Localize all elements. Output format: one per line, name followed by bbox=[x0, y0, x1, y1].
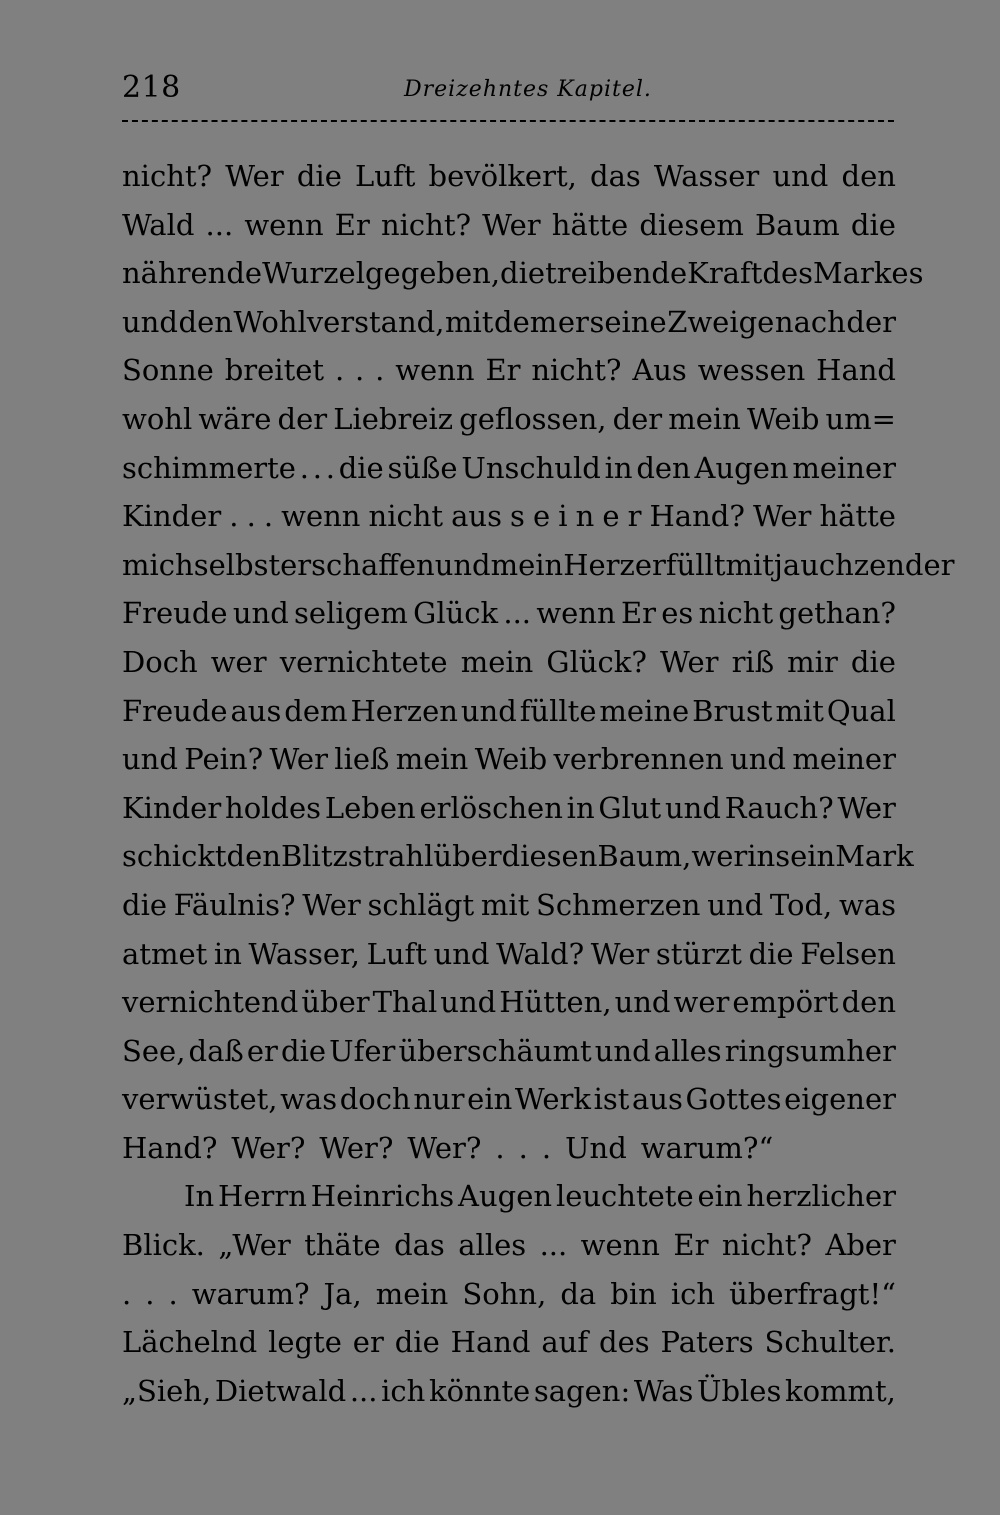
word: den bbox=[636, 450, 691, 485]
word: Glut bbox=[598, 790, 662, 825]
word: legte bbox=[268, 1325, 342, 1360]
word: Wer bbox=[269, 742, 328, 777]
word: sein bbox=[775, 839, 836, 874]
text-line bbox=[122, 881, 896, 930]
word: Pein? bbox=[184, 742, 264, 777]
word: Herz bbox=[563, 547, 635, 582]
word: Übles bbox=[697, 1373, 782, 1408]
word: wer bbox=[673, 985, 730, 1020]
word: ... bbox=[205, 207, 234, 242]
word: diesen bbox=[501, 839, 598, 874]
text-line bbox=[122, 1075, 896, 1124]
word: Wasser bbox=[653, 159, 760, 193]
text-line bbox=[122, 395, 896, 444]
word: meiner bbox=[792, 450, 896, 485]
word: erschaffen bbox=[280, 547, 435, 582]
word: . bbox=[312, 450, 322, 485]
word: bevölkert, bbox=[428, 159, 577, 193]
word: Fäulnis? bbox=[173, 887, 296, 922]
word: mit bbox=[775, 693, 824, 728]
text-line bbox=[122, 1124, 896, 1173]
word: füllte bbox=[519, 693, 597, 728]
word: Wald bbox=[122, 207, 195, 242]
word: meiner bbox=[792, 742, 896, 777]
word: thäte bbox=[304, 1228, 381, 1263]
word: Dietwald bbox=[214, 1373, 347, 1408]
text-line bbox=[122, 1367, 896, 1416]
word: . bbox=[375, 353, 385, 388]
word: den bbox=[178, 304, 233, 339]
word: leuchtete bbox=[555, 1179, 694, 1214]
word: alles bbox=[653, 1033, 722, 1068]
word: die bbox=[748, 936, 794, 971]
word: was bbox=[280, 1082, 338, 1117]
word: und bbox=[594, 1033, 651, 1068]
word: nach bbox=[774, 304, 846, 339]
word: Hand bbox=[450, 1325, 531, 1360]
text-line bbox=[122, 687, 896, 736]
word: nicht? bbox=[122, 159, 213, 193]
word: nicht? bbox=[380, 207, 472, 242]
word: der bbox=[612, 401, 663, 436]
word: . bbox=[518, 1130, 528, 1165]
body-text bbox=[122, 152, 955, 1415]
word: alles bbox=[458, 1228, 527, 1263]
word: Was bbox=[633, 1373, 694, 1408]
word: Hand? bbox=[649, 499, 745, 534]
word: selbst bbox=[193, 547, 281, 582]
word: Gottes bbox=[685, 1082, 782, 1117]
word: nicht? bbox=[721, 1228, 812, 1263]
word: Wasser, bbox=[248, 936, 360, 971]
text-line bbox=[122, 784, 896, 833]
word: wohl bbox=[122, 401, 193, 436]
word: Glück bbox=[413, 596, 499, 631]
word: Blick. bbox=[122, 1228, 205, 1263]
word: Er bbox=[485, 353, 521, 388]
word: Hand? bbox=[122, 1130, 218, 1165]
word: e bbox=[602, 499, 620, 534]
word: Wer bbox=[660, 644, 719, 679]
word: und bbox=[440, 985, 497, 1020]
text-line bbox=[122, 978, 896, 1027]
word: Heinrichs bbox=[310, 1179, 455, 1214]
text-line bbox=[122, 492, 896, 541]
word: n bbox=[575, 499, 595, 534]
word: doch bbox=[339, 1082, 411, 1117]
word: wenn bbox=[580, 1228, 660, 1263]
word: Zweige bbox=[667, 304, 775, 339]
word: die bbox=[850, 644, 896, 679]
text-line bbox=[122, 735, 896, 784]
word: herzlicher bbox=[746, 1179, 896, 1214]
word: und bbox=[665, 790, 721, 825]
page-number: 218 bbox=[122, 70, 181, 105]
text-line bbox=[122, 298, 896, 347]
text-line bbox=[122, 930, 896, 979]
word: Er bbox=[334, 207, 370, 242]
word: Weib bbox=[474, 742, 548, 777]
word: wer bbox=[691, 839, 748, 874]
word: Werk bbox=[514, 1082, 591, 1117]
word: die bbox=[394, 1325, 440, 1360]
word: holdes bbox=[225, 790, 322, 825]
word: Wer? bbox=[231, 1130, 306, 1165]
text-line bbox=[122, 589, 896, 638]
word: Tod, bbox=[769, 887, 833, 922]
word: r bbox=[627, 499, 642, 534]
word: eigener bbox=[784, 1082, 896, 1117]
word: die bbox=[122, 887, 168, 922]
word: . bbox=[299, 450, 309, 485]
word: Markes bbox=[812, 256, 924, 291]
word: nicht bbox=[368, 499, 444, 534]
word: und bbox=[460, 693, 517, 728]
word: süße bbox=[387, 450, 458, 485]
word: Freude bbox=[122, 693, 228, 728]
word: Glück? bbox=[546, 644, 647, 679]
word: Doch bbox=[122, 644, 198, 679]
word: Liebreiz bbox=[333, 401, 454, 436]
word: In bbox=[184, 1179, 215, 1214]
word: könnte bbox=[429, 1373, 531, 1408]
word: und bbox=[614, 985, 671, 1020]
word: treibende bbox=[545, 256, 688, 291]
word: Paters bbox=[660, 1325, 754, 1360]
word: Wald? bbox=[496, 936, 585, 971]
word: Luft bbox=[355, 159, 416, 193]
word: mit bbox=[725, 547, 774, 582]
word: seligem bbox=[294, 596, 408, 631]
word: Herzen bbox=[350, 693, 458, 728]
word: i bbox=[558, 499, 568, 534]
word: wer bbox=[210, 644, 267, 679]
word: nicht? bbox=[531, 353, 622, 388]
word: Luft bbox=[366, 936, 427, 971]
word: Lächelnd bbox=[122, 1325, 258, 1360]
word: Wer bbox=[225, 159, 284, 193]
word: gethan? bbox=[778, 596, 896, 631]
word: auf bbox=[541, 1325, 589, 1360]
word: Thal bbox=[372, 985, 438, 1020]
word: gegeben, bbox=[364, 256, 501, 291]
word: . bbox=[229, 499, 239, 534]
word: das bbox=[394, 1228, 445, 1263]
text-line bbox=[122, 1172, 896, 1221]
word: diesem bbox=[639, 207, 744, 242]
word: nicht bbox=[698, 596, 774, 631]
word: s bbox=[510, 499, 525, 534]
word: des bbox=[599, 1325, 650, 1360]
word: über bbox=[433, 839, 502, 874]
word: Unschuld bbox=[461, 450, 601, 485]
word: . bbox=[122, 1276, 132, 1311]
word: bin bbox=[610, 1276, 657, 1311]
word: hätte bbox=[551, 207, 629, 242]
word: wenn bbox=[536, 596, 616, 631]
word: Er bbox=[620, 596, 656, 631]
word: sagen: bbox=[533, 1373, 631, 1408]
word: Baum bbox=[755, 207, 840, 242]
running-title: Dreizehntes Kapitel. bbox=[404, 77, 652, 102]
word: . bbox=[263, 499, 274, 534]
word: . bbox=[246, 499, 256, 534]
word: des bbox=[762, 256, 813, 291]
word: und bbox=[232, 596, 289, 631]
word: in bbox=[213, 936, 242, 971]
text-line bbox=[122, 201, 896, 250]
word: aus bbox=[632, 1082, 683, 1117]
text-line bbox=[122, 1270, 896, 1319]
word: Felsen bbox=[800, 936, 896, 971]
word: aus bbox=[230, 693, 282, 728]
text-line bbox=[122, 444, 896, 493]
word: überschäumt bbox=[398, 1033, 592, 1068]
word: ... bbox=[349, 1373, 378, 1408]
word: ... bbox=[503, 596, 532, 631]
page-header bbox=[122, 66, 894, 110]
text-line bbox=[122, 1221, 896, 1270]
word: riß bbox=[731, 644, 775, 679]
word: und bbox=[433, 936, 490, 971]
word: Qual bbox=[826, 693, 896, 728]
word: ließ bbox=[334, 742, 390, 777]
word: und bbox=[122, 304, 178, 339]
word: und bbox=[122, 742, 178, 777]
word: Sonne bbox=[122, 353, 214, 388]
text-line bbox=[122, 346, 896, 395]
word: . bbox=[168, 1276, 178, 1311]
word: nährende bbox=[122, 256, 263, 291]
word: er bbox=[557, 304, 589, 339]
word: warum?“ bbox=[640, 1130, 774, 1165]
word: ... bbox=[539, 1228, 568, 1263]
word: dem bbox=[494, 304, 558, 339]
text-line bbox=[122, 152, 896, 201]
word: in bbox=[604, 450, 633, 485]
word: e bbox=[533, 499, 551, 534]
word: Schulter. bbox=[764, 1325, 896, 1360]
text-line bbox=[122, 249, 924, 298]
word: wenn bbox=[395, 353, 475, 388]
word: Blitzstrahl bbox=[280, 839, 434, 874]
word: Hütten, bbox=[499, 985, 612, 1020]
word: es bbox=[661, 596, 694, 631]
word: Wer bbox=[590, 936, 650, 971]
word: er bbox=[246, 1033, 278, 1068]
word: geflossen, bbox=[459, 401, 607, 436]
word: er bbox=[352, 1325, 384, 1360]
word: mein bbox=[375, 1276, 449, 1311]
word: über bbox=[301, 985, 370, 1020]
word: vernichtete bbox=[279, 644, 448, 679]
word: überfragt!“ bbox=[729, 1276, 896, 1311]
word: und bbox=[434, 547, 491, 582]
word: . bbox=[325, 450, 335, 485]
word: atmet bbox=[122, 936, 208, 971]
word: mein bbox=[490, 547, 564, 582]
word: Leben bbox=[324, 790, 416, 825]
word: wenn bbox=[281, 499, 361, 534]
word: schickt bbox=[122, 839, 227, 874]
text-line bbox=[122, 832, 914, 881]
word: um= bbox=[825, 401, 896, 436]
word: Und bbox=[565, 1130, 627, 1165]
word: Wer bbox=[482, 207, 541, 242]
word: Hand bbox=[816, 353, 896, 388]
word: . bbox=[495, 1130, 505, 1165]
word: ein bbox=[697, 1179, 743, 1214]
text-line bbox=[122, 1027, 896, 1076]
word: die bbox=[850, 207, 896, 242]
word: aus bbox=[451, 499, 502, 534]
word: kommt, bbox=[785, 1373, 896, 1408]
word: Wohlverstand, bbox=[233, 304, 445, 339]
word: Augen bbox=[458, 1179, 553, 1214]
word: und bbox=[772, 159, 829, 193]
word: mein bbox=[668, 401, 741, 436]
word: vernichtend bbox=[122, 985, 299, 1020]
word: ringsumher bbox=[724, 1033, 896, 1068]
word: hätte bbox=[819, 499, 896, 534]
word: mein bbox=[395, 742, 469, 777]
word: Freude bbox=[122, 596, 228, 631]
word: da bbox=[560, 1276, 597, 1311]
word: mit bbox=[480, 887, 530, 922]
word: Aus bbox=[632, 353, 687, 388]
word: mit bbox=[445, 304, 494, 339]
word: See, bbox=[122, 1033, 186, 1068]
word: daß bbox=[188, 1033, 244, 1068]
word: nur bbox=[413, 1082, 465, 1117]
word: stürzt bbox=[655, 936, 742, 971]
word: Schmerzen bbox=[536, 887, 701, 922]
word: Wurzel bbox=[262, 256, 365, 291]
word: warum? bbox=[191, 1276, 310, 1311]
word: die bbox=[338, 450, 384, 485]
word: Baum, bbox=[597, 839, 692, 874]
word: Aber bbox=[825, 1228, 896, 1263]
word: meine bbox=[599, 693, 690, 728]
word: den bbox=[841, 159, 896, 193]
word: Er bbox=[673, 1228, 709, 1263]
word: jauchzender bbox=[773, 547, 955, 582]
word: ich bbox=[381, 1373, 426, 1408]
word: verwüstet, bbox=[122, 1082, 278, 1117]
word: die bbox=[500, 256, 546, 291]
word: ich bbox=[670, 1276, 716, 1311]
text-line bbox=[122, 638, 896, 687]
word: seine bbox=[589, 304, 667, 339]
word: den bbox=[226, 839, 281, 874]
word: Ufer bbox=[329, 1033, 396, 1068]
word: schimmerte bbox=[122, 450, 296, 485]
word: und bbox=[730, 742, 786, 777]
word: . bbox=[145, 1276, 155, 1311]
word: erlöschen bbox=[419, 790, 563, 825]
word: „Sieh, bbox=[122, 1373, 212, 1408]
word: Herrn bbox=[218, 1179, 307, 1214]
word: „Wer bbox=[218, 1228, 291, 1263]
word: die bbox=[281, 1033, 327, 1068]
header-rule bbox=[122, 120, 894, 122]
word: das bbox=[590, 159, 641, 193]
word: verbrennen bbox=[553, 742, 724, 777]
word: ein bbox=[467, 1082, 513, 1117]
word: mein bbox=[460, 644, 534, 679]
word: empört bbox=[732, 985, 839, 1020]
word: . bbox=[334, 353, 345, 388]
word: dem bbox=[284, 693, 348, 728]
word: Kinder bbox=[122, 499, 222, 534]
word: Wer? bbox=[319, 1130, 394, 1165]
word: schlägt bbox=[367, 887, 475, 922]
word: mich bbox=[122, 547, 194, 582]
word: den bbox=[841, 985, 896, 1020]
word: Augen bbox=[694, 450, 789, 485]
word: der bbox=[277, 401, 328, 436]
word: Wer? bbox=[407, 1130, 482, 1165]
word: . bbox=[541, 1130, 552, 1165]
word: die bbox=[296, 159, 342, 193]
word: in bbox=[566, 790, 595, 825]
word: in bbox=[747, 839, 776, 874]
word: was bbox=[839, 887, 896, 922]
word: wessen bbox=[697, 353, 806, 388]
word: erfüllt bbox=[634, 547, 726, 582]
word: Ja, bbox=[323, 1276, 362, 1311]
word: Wer bbox=[752, 499, 812, 534]
word: breitet bbox=[224, 353, 325, 388]
word: Rauch? bbox=[724, 790, 834, 825]
word: Weib bbox=[746, 401, 820, 436]
word: der bbox=[846, 304, 896, 339]
text-line bbox=[122, 541, 955, 590]
word: Kraft bbox=[687, 256, 763, 291]
text-line bbox=[122, 1318, 896, 1367]
word: . bbox=[355, 353, 365, 388]
word: Brust bbox=[692, 693, 773, 728]
word: Wer bbox=[302, 887, 361, 922]
word: Sohn, bbox=[462, 1276, 547, 1311]
word: ist bbox=[593, 1082, 630, 1117]
word: wäre bbox=[198, 401, 272, 436]
word: Mark bbox=[835, 839, 914, 874]
word: Kinder bbox=[122, 790, 222, 825]
word: Wer bbox=[837, 790, 896, 825]
word: wenn bbox=[244, 207, 324, 242]
word: und bbox=[707, 887, 764, 922]
word: mir bbox=[787, 644, 838, 679]
